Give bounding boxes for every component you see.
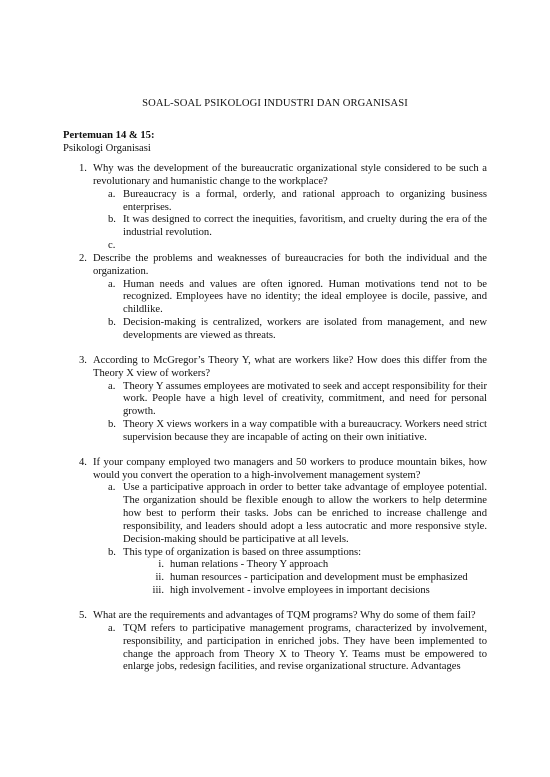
question-number: 2. xyxy=(79,252,87,264)
answer-item xyxy=(93,279,487,318)
answer-text: TQM refers to participative management programs, characterized by involvement, responsibility, and participation in enriched jobs. They have been implemented to change the approach from Theory X to Theory Y. Teams must be empowered to enlarge jobs, redesign facilities, and revise organizational structure. Advantages xyxy=(123,622,487,673)
answer-letter: a. xyxy=(108,482,116,494)
answer-letter: c. xyxy=(108,240,116,252)
answer-letter: a. xyxy=(108,622,116,634)
question-item xyxy=(63,457,487,598)
question-number: 3. xyxy=(79,354,87,366)
question-item xyxy=(63,163,487,253)
answer-item xyxy=(93,381,487,420)
question-text: If your company employed two managers and 50 workers to produce mountain bikes, how would you convert the operation to a high-involvement management system? xyxy=(93,456,487,481)
answer-letter: a. xyxy=(108,380,116,392)
question-text: What are the requirements and advantages of TQM programs? Why do some of them fail? xyxy=(93,610,476,621)
answer-letter: a. xyxy=(108,278,116,290)
answer-letter: b. xyxy=(108,317,116,329)
answer-letter: b. xyxy=(108,419,116,431)
answer-text: Bureaucracy is a formal, orderly, and rational approach to organizing business enterprises. xyxy=(123,188,487,213)
answer-item xyxy=(93,419,487,445)
meeting-heading: Pertemuan 14 & 15: xyxy=(63,130,155,141)
assumption-list xyxy=(123,559,487,598)
answer-list xyxy=(93,381,487,445)
answer-text: Decision-making is centralized, workers are isolated from management, and new developments are viewed as threats. xyxy=(123,317,487,341)
subject-heading: Psikologi Organisasi xyxy=(63,143,151,154)
assumption-text: high involvement - involve employees in important decisions xyxy=(170,585,430,597)
assumption-item xyxy=(123,585,487,598)
answer-letter: b. xyxy=(108,214,116,226)
answer-list xyxy=(93,623,487,674)
assumption-item xyxy=(123,559,487,572)
question-number: 1. xyxy=(79,163,87,174)
answer-list xyxy=(93,189,487,253)
answer-text: Human needs and values are often ignored. Human motivations tend not to be recognized. Employees have no identity; the ideal employee is docile, passive, and childlike. xyxy=(123,278,487,316)
answer-text: This type of organization is based on three assumptions: xyxy=(123,546,362,558)
assumption-numeral: iii. xyxy=(152,585,164,597)
assumption-text: human relations - Theory Y approach xyxy=(170,559,329,571)
answer-item xyxy=(93,317,487,343)
answer-item xyxy=(93,214,487,240)
question-number: 4. xyxy=(79,456,87,468)
question-number: 5. xyxy=(79,610,87,621)
question-item xyxy=(63,610,487,674)
question-text: Describe the problems and weaknesses of bureaucracies for both the individual and the organization. xyxy=(93,252,487,277)
answer-letter: a. xyxy=(108,188,116,200)
answer-text: Theory X views workers in a way compatible with a bureaucracy. Workers need strict supervision because they are incapable of acting on their own initiative. xyxy=(123,419,487,443)
question-text: According to McGregor’s Theory Y, what are workers like? How does this differ from the Theory X view of workers? xyxy=(93,354,487,379)
question-item xyxy=(63,253,487,343)
answer-item xyxy=(93,623,487,674)
answer-item xyxy=(93,482,487,546)
answer-list xyxy=(93,279,487,343)
answer-text: Theory Y assumes employees are motivated to seek and accept responsibility for their work. People have a high level of creativity, commitment, and need for personal growth. xyxy=(123,380,487,418)
question-list xyxy=(63,163,487,674)
assumption-text: human resources - participation and development must be emphasized xyxy=(170,572,468,584)
question-text: Why was the development of the bureaucratic organizational style considered to be such a revolutionary and humanistic change to the workplace? xyxy=(93,163,487,187)
answer-item xyxy=(93,547,487,598)
answer-item xyxy=(93,240,487,253)
question-item xyxy=(63,355,487,445)
document-title: SOAL-SOAL PSIKOLOGI INDUSTRI DAN ORGANISASI xyxy=(142,98,408,109)
answer-letter: b. xyxy=(108,546,116,558)
answer-list xyxy=(93,482,487,598)
answer-item xyxy=(93,189,487,215)
answer-text: It was designed to correct the inequities, favoritism, and cruelty during the era of the industrial revolution. xyxy=(123,214,487,239)
assumption-numeral: ii. xyxy=(155,572,164,584)
answer-text: Use a participative approach in order to better take advantage of employee potential. The organization should be flexible enough to allow the workers to help determine how best to perform their tasks. Jobs can be enriched to increase challenge and responsibility, and leaders should adopt a less autocratic and more responsive style. Decision-making should be participative at all levels. xyxy=(123,482,487,545)
assumption-numeral: i. xyxy=(158,559,164,571)
assumption-item xyxy=(123,572,487,585)
